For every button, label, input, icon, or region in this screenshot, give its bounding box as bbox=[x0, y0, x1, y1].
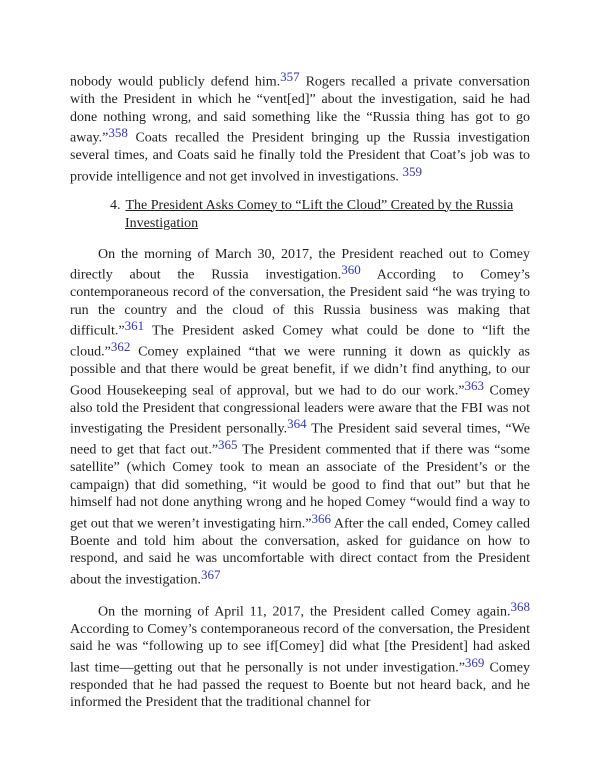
footnote-ref: 362 bbox=[110, 339, 131, 354]
footnote-ref: 367 bbox=[201, 566, 221, 582]
section-title-line2: Investigation bbox=[125, 215, 199, 231]
footnote-ref: 357 bbox=[280, 69, 300, 84]
footnote-ref: 360 bbox=[341, 262, 361, 277]
paragraph-march-30-call: On the morning of March 30, 2017, the President reached out to Comey directly about the Russia investigation.$^{360}$ According to Comey’s contemporaneous record of the conversation, the President said “he was trying to run the country and the cloud of this Russia business was making that difficult.”$^{361}$ The President asked Comey what could be done to “lift the cloud.”$^{362}$ Comey explained “that we were running it down as quickly as possible and that there would be great benefit, if we didn’t find anything, to our Good Housekeeping seal of approval, but we had to do our work.”$^{363}$ Comey also told the President that congressional leaders were aware that the FBI was not investigating the President personally.$^{364}$ The President said several times, “We need to get that fact out.”$^{365}$ The President commented that if there was “some satellite” (which Comey took to mean an associate of the President’s or the campaign) that did something, “it would be good to find that out” but that he himself had not done anything wrong and he hoped Comey “would find a way to get out that we weren’t investigating hirn.”$^{366}$ After the call ended, Comey called Boente and told him about the conversation, asked for guidance on how to respond, and said he was uncomfortable with direct contact from the President about the investigation.$^{367}$ bbox=[70, 246, 530, 587]
footnote-ref: 366 bbox=[311, 510, 332, 526]
footnote-ref: 369 bbox=[464, 654, 485, 670]
footnote-ref: 358 bbox=[108, 125, 128, 140]
section-heading bbox=[110, 197, 530, 233]
paragraph-continuation: nobody would publicly defend him.$^{357}$ Rogers recalled a private conversation with the President in which he “vent[ed]” about the investigation, said he had done nothing wrong, and said something like the “Russia thing has got to go away.”$^{358}$ Coats recalled the President bringing up the Russia investigation several times, and Coats said he finally told the President that Coat’s job was to provide intelligence and not get involved in investigations. $^{359}$ bbox=[70, 69, 530, 184]
footnote-ref: 364 bbox=[287, 416, 307, 431]
section-number: 4. bbox=[110, 197, 121, 213]
section-title-line1: The President Asks Comey to “Lift the Cloud” Created by the Russia bbox=[125, 197, 514, 213]
footnote-ref: 363 bbox=[464, 377, 485, 393]
footnote-ref: 359 bbox=[402, 163, 422, 179]
paragraph-april-11-call: On the morning of April 11, 2017, the President called Comey again.$^{368}$ According to Comey’s contemporaneous record of the conversation, the President said he was “following up to see if[Comey] did what [the President] had asked last time—getting out that he personally is not under investigation.”$^{369}$ Comey responded that he had passed the request to Boente but not heard back, and he informed the President that the traditional channel for bbox=[70, 598, 530, 710]
footnote-ref: 361 bbox=[124, 318, 145, 333]
footnote-ref: 365 bbox=[218, 437, 238, 452]
footnote-ref: 368 bbox=[510, 598, 530, 614]
